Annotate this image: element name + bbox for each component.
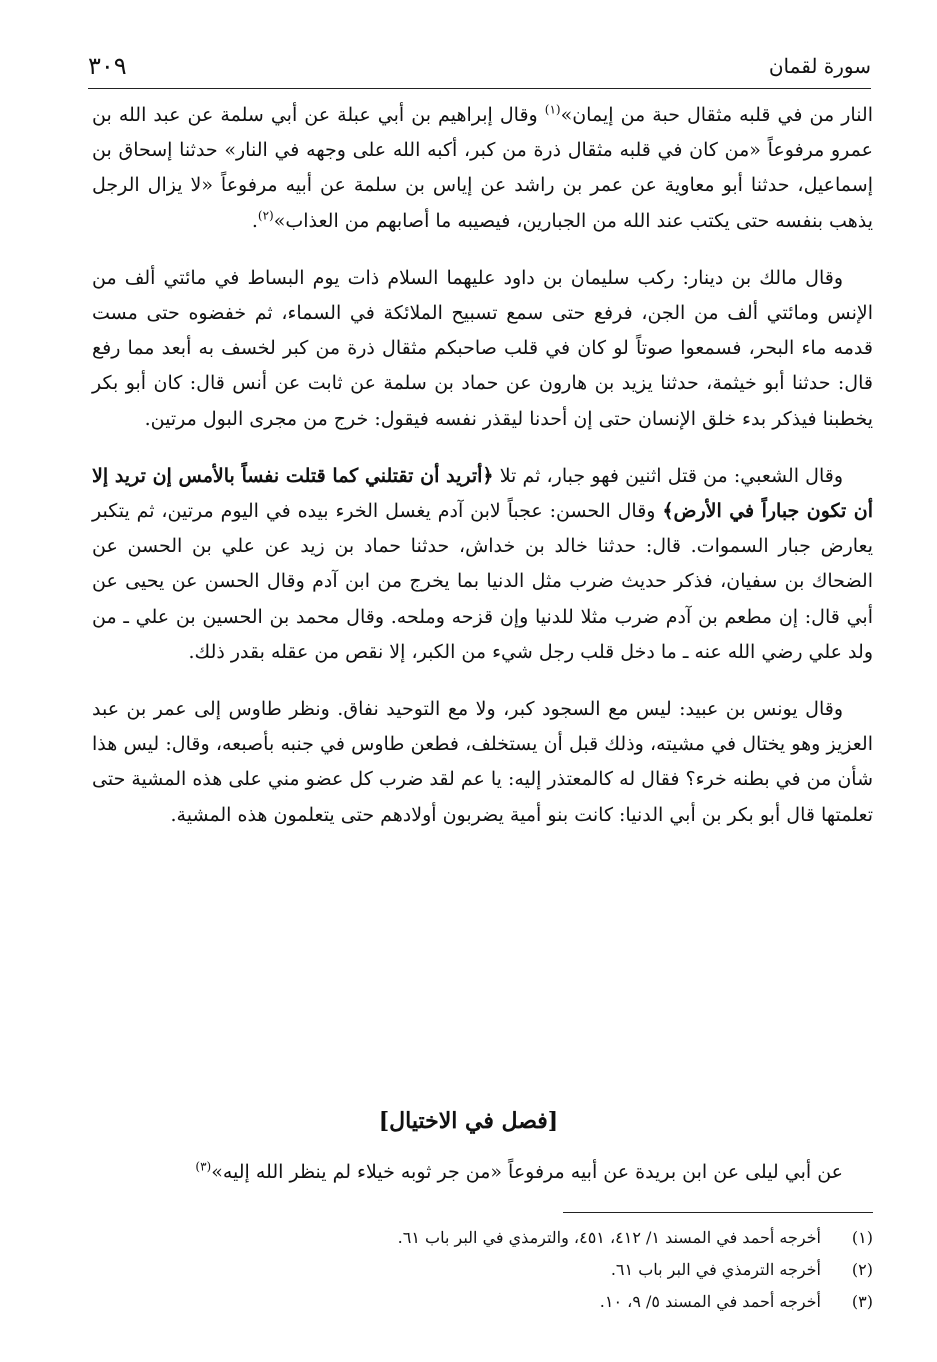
footnote [92,1222,873,1254]
footnote-ref-3: (٣) [195,1159,212,1174]
footnote [92,1254,873,1286]
footnotes [92,1222,873,1318]
footnote-divider [563,1212,873,1213]
text-run: عن أبي ليلى عن ابن بريدة عن أبيه مرفوعاً «من جر ثوبه خيلاء لم ينظر الله إليه» [211,1161,843,1183]
page-header [88,52,871,89]
paragraph-4: وقال يونس بن عبيد: ليس مع السجود كبر، ولا مع التوحيد نفاق. ونظر طاوس إلى عمر بن عبد العزيز وهو يختال في مشيته، وذلك قبل أن يستخلف، فطعن طاوس في جنبه بأصبعه، وقال: ليس هذا شأن من في بطنه خرء؟ فقال له كالمعتذر إليه: يا عم لقد ضرب كل عضو مني على هذه المشية حتى تعلمتها قال أبو بكر بن أبي الدنيا: كانت بنو أمية يضربون أولادهم حتى يتعلمون هذه المشية. [92,698,873,826]
footnote [92,1286,873,1318]
paragraph-2: وقال مالك بن دينار: ركب سليمان بن داود عليهما السلام ذات يوم البساط في مائتي ألف من الإنس ومائتي ألف من الجن، فرفع حتى سمع تسبيح الملائكة في السماء، ثم خفضوه حتى مست قدمه ماء البحر، فسمعوا صوتاً لو كان في قلب صاحبكم مثقال ذرة من كبر لخسف به أبعد مما رفع قال: حدثنا أبو خيثمة، حدثنا يزيد بن هارون عن حماد بن سلمة عن ثابت عن أنس قال: كان أبو بكر يخطبنا فيذكر بدء خلق الإنسان حتى إن أحدنا ليقذر نفسه فيقول: خرج من مجرى البول مرتين. [92,266,873,430]
footnote-text: أخرجه الترمذي في البر باب ٦١. [610,1260,821,1279]
footnote-text: أخرجه أحمد في المسند ٥/ ٩، ١٠. [599,1292,821,1311]
footnote-ref-1: (١) [544,102,561,117]
text-run: النار من في قلبه مثقال حبة من إيمان» [560,104,873,126]
quran-quote: ﴿أتريد أن تقتلني كما قتلت نفساً بالأمس إن تريد إلا أن تكون جباراً في الأرض﴾ [92,464,873,523]
text-run: وقال الحسن: عجباً لابن آدم يغسل الخرء بيده في اليوم مرتين، ثم يتكبر يعارض جبار السموات. قال: حدثنا خالد بن خداش، حدثنا حماد بن زيد عن علي بن الحسن عن الضحاك بن سفيان، فذكر حديث ضرب مثل الدنيا بما يخرج من ابن آدم وقال الحسن عن يحيى عن أبي قال: إن مطعم بن آدم ضرب مثلا للدنيا وإن قزحه وملحه. وقال محمد بن الحسين بن علي ـ من ولد علي رضي الله عنه ـ ما دخل قلب رجل شيء من الكبر، إلا نقص من عقله بقدر ذلك. [92,500,873,663]
section-paragraph [92,1155,873,1190]
paragraph-1 [92,98,873,239]
footnote-number: (٣) [851,1292,873,1311]
footnote-number: (٢) [851,1260,873,1279]
section-heading: [فصل في الاختيال] [378,1108,559,1134]
main-text [92,98,873,855]
footnote-ref-2: (٢) [257,208,274,223]
text-run: . [251,209,258,232]
text-run: وقال إبراهيم بن أبي عبلة عن أبي سلمة عن عبد الله بن عمرو مرفوعاً «من كان في قلبه مثقال ذرة من كبر، أكبه الله على وجهه في النار» حدثنا إسحاق بن إسماعيل، حدثنا أبو معاوية عن عمر بن راشد عن إياس بن سلمة عن أبيه مرفوعاً «لا يزال الرجل يذهب بنفسه حتى يكتب عند الله من الجبارين، فيصيبه ما أصابهم من العذاب» [92,104,873,232]
paragraph-3 [92,459,873,670]
text-run: وقال الشعبي: من قتل اثنين فهو جبار، ثم تلا [493,464,843,487]
footnote-number: (١) [851,1228,873,1247]
surah-title: سورة لقمان [768,54,871,78]
footnote-text: أخرجه أحمد في المسند ١/ ٤١٢، ٤٥١، والترمذي في البر باب ٦١. [397,1228,821,1247]
page-number: ٣٠٩ [88,52,127,80]
